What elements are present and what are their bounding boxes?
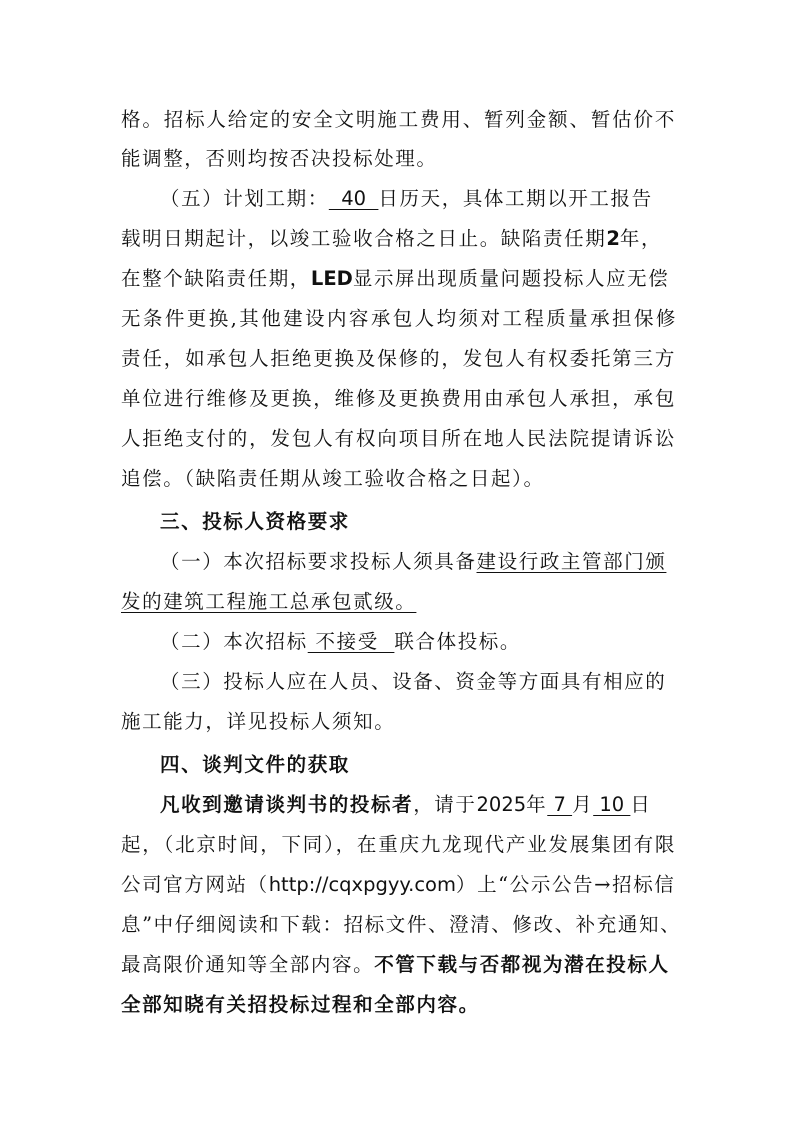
paragraph-line: 息”中仔细阅读和下载：招标文件、澄清、修改、补充通知、 (121, 913, 682, 936)
led-text: LED (310, 267, 353, 290)
text-span: ，请于 (413, 793, 477, 816)
qualification-line-2 (160, 629, 676, 655)
work-days-value: 40 (328, 187, 379, 210)
acquisition-line-1 (160, 792, 676, 818)
paragraph-line (121, 872, 676, 898)
text-span: （二）本次招标 (160, 630, 308, 653)
text-span: ）上“公示公告→招标信 (455, 873, 676, 896)
text-span: 日 (630, 793, 652, 816)
paragraph-line (121, 589, 676, 615)
month-value: 7 (547, 793, 573, 816)
qualification-requirement: 发的建筑工程施工总承包贰级。 (121, 590, 417, 613)
paragraph-line: 能调整，否则均按否决投标处理。 (121, 147, 438, 170)
section-five-label: （五）计划工期： (160, 187, 329, 210)
text-span: 公司官方网站（ (121, 873, 269, 896)
warranty-years-value: 2 (606, 227, 620, 250)
text-span: 日历天，具体工期以开工报告 (378, 187, 653, 210)
paragraph-line (121, 952, 676, 978)
work-period-line (160, 186, 676, 212)
text-span: 年 (526, 793, 548, 816)
text-span: 联合体投标。 (394, 630, 522, 653)
paragraph-line: 追偿。（缺陷责任期从竣工验收合格之日起）。 (121, 467, 545, 490)
paragraph-line: 人拒绝支付的，发包人有权向项目所在地人民法院提请诉讼 (121, 427, 676, 450)
website-url: http://cqxpgyy.com (268, 873, 456, 896)
text-span: 月 (572, 793, 594, 816)
paragraph-line (121, 226, 676, 252)
paragraph-line: 起，（北京时间，下同），在重庆九龙现代产业发展集团有限 (121, 833, 676, 856)
section-heading-qualification: 三、投标人资格要求 (160, 510, 350, 533)
paragraph-line: 施工能力，详见投标人须知。 (121, 710, 396, 733)
paragraph-line: 责任，如承包人拒绝更换及保修的，发包人有权委托第三方 (121, 347, 676, 370)
paragraph-line: 单位进行维修及更换，维修及更换费用由承包人承担，承包 (121, 387, 676, 410)
paragraph-line: 格。招标人给定的安全文明施工费用、暂列金额、暂估价不 (121, 108, 676, 131)
text-span: 载明日期起计，以竣工验收合格之日止。缺陷责任期 (121, 227, 607, 250)
text-span: （一）本次招标要求投标人须具备 (160, 550, 477, 573)
qualification-requirement: 建设行政主管部门颁 (476, 550, 667, 573)
paragraph-line (121, 266, 676, 292)
paragraph-line: 无条件更换,其他建设内容承包人均须对工程质量承担保修 (121, 307, 676, 330)
bold-text: 凡收到邀请谈判书的投标者 (160, 793, 414, 816)
text-span: 最高限价通知等全部内容。 (121, 953, 375, 976)
section-heading-acquisition: 四、谈判文件的获取 (160, 753, 350, 776)
text-span: 年， (619, 227, 663, 250)
qualification-line-1 (160, 549, 676, 575)
day-value: 10 (593, 793, 631, 816)
text-span: 在整个缺陷责任期， (121, 267, 311, 290)
consortium-value: 不接受 (307, 630, 395, 653)
bold-text: 不管下载与否都视为潜在投标人 (374, 953, 670, 976)
text-span: 显示屏出现质量问题投标人应无偿 (352, 267, 670, 290)
qualification-line-3: （三）投标人应在人员、设备、资金等方面具有相应的 (160, 670, 667, 693)
paragraph-line: 全部知晓有关招投标过程和全部内容。 (121, 993, 480, 1016)
year-value: 2025 (476, 793, 527, 816)
